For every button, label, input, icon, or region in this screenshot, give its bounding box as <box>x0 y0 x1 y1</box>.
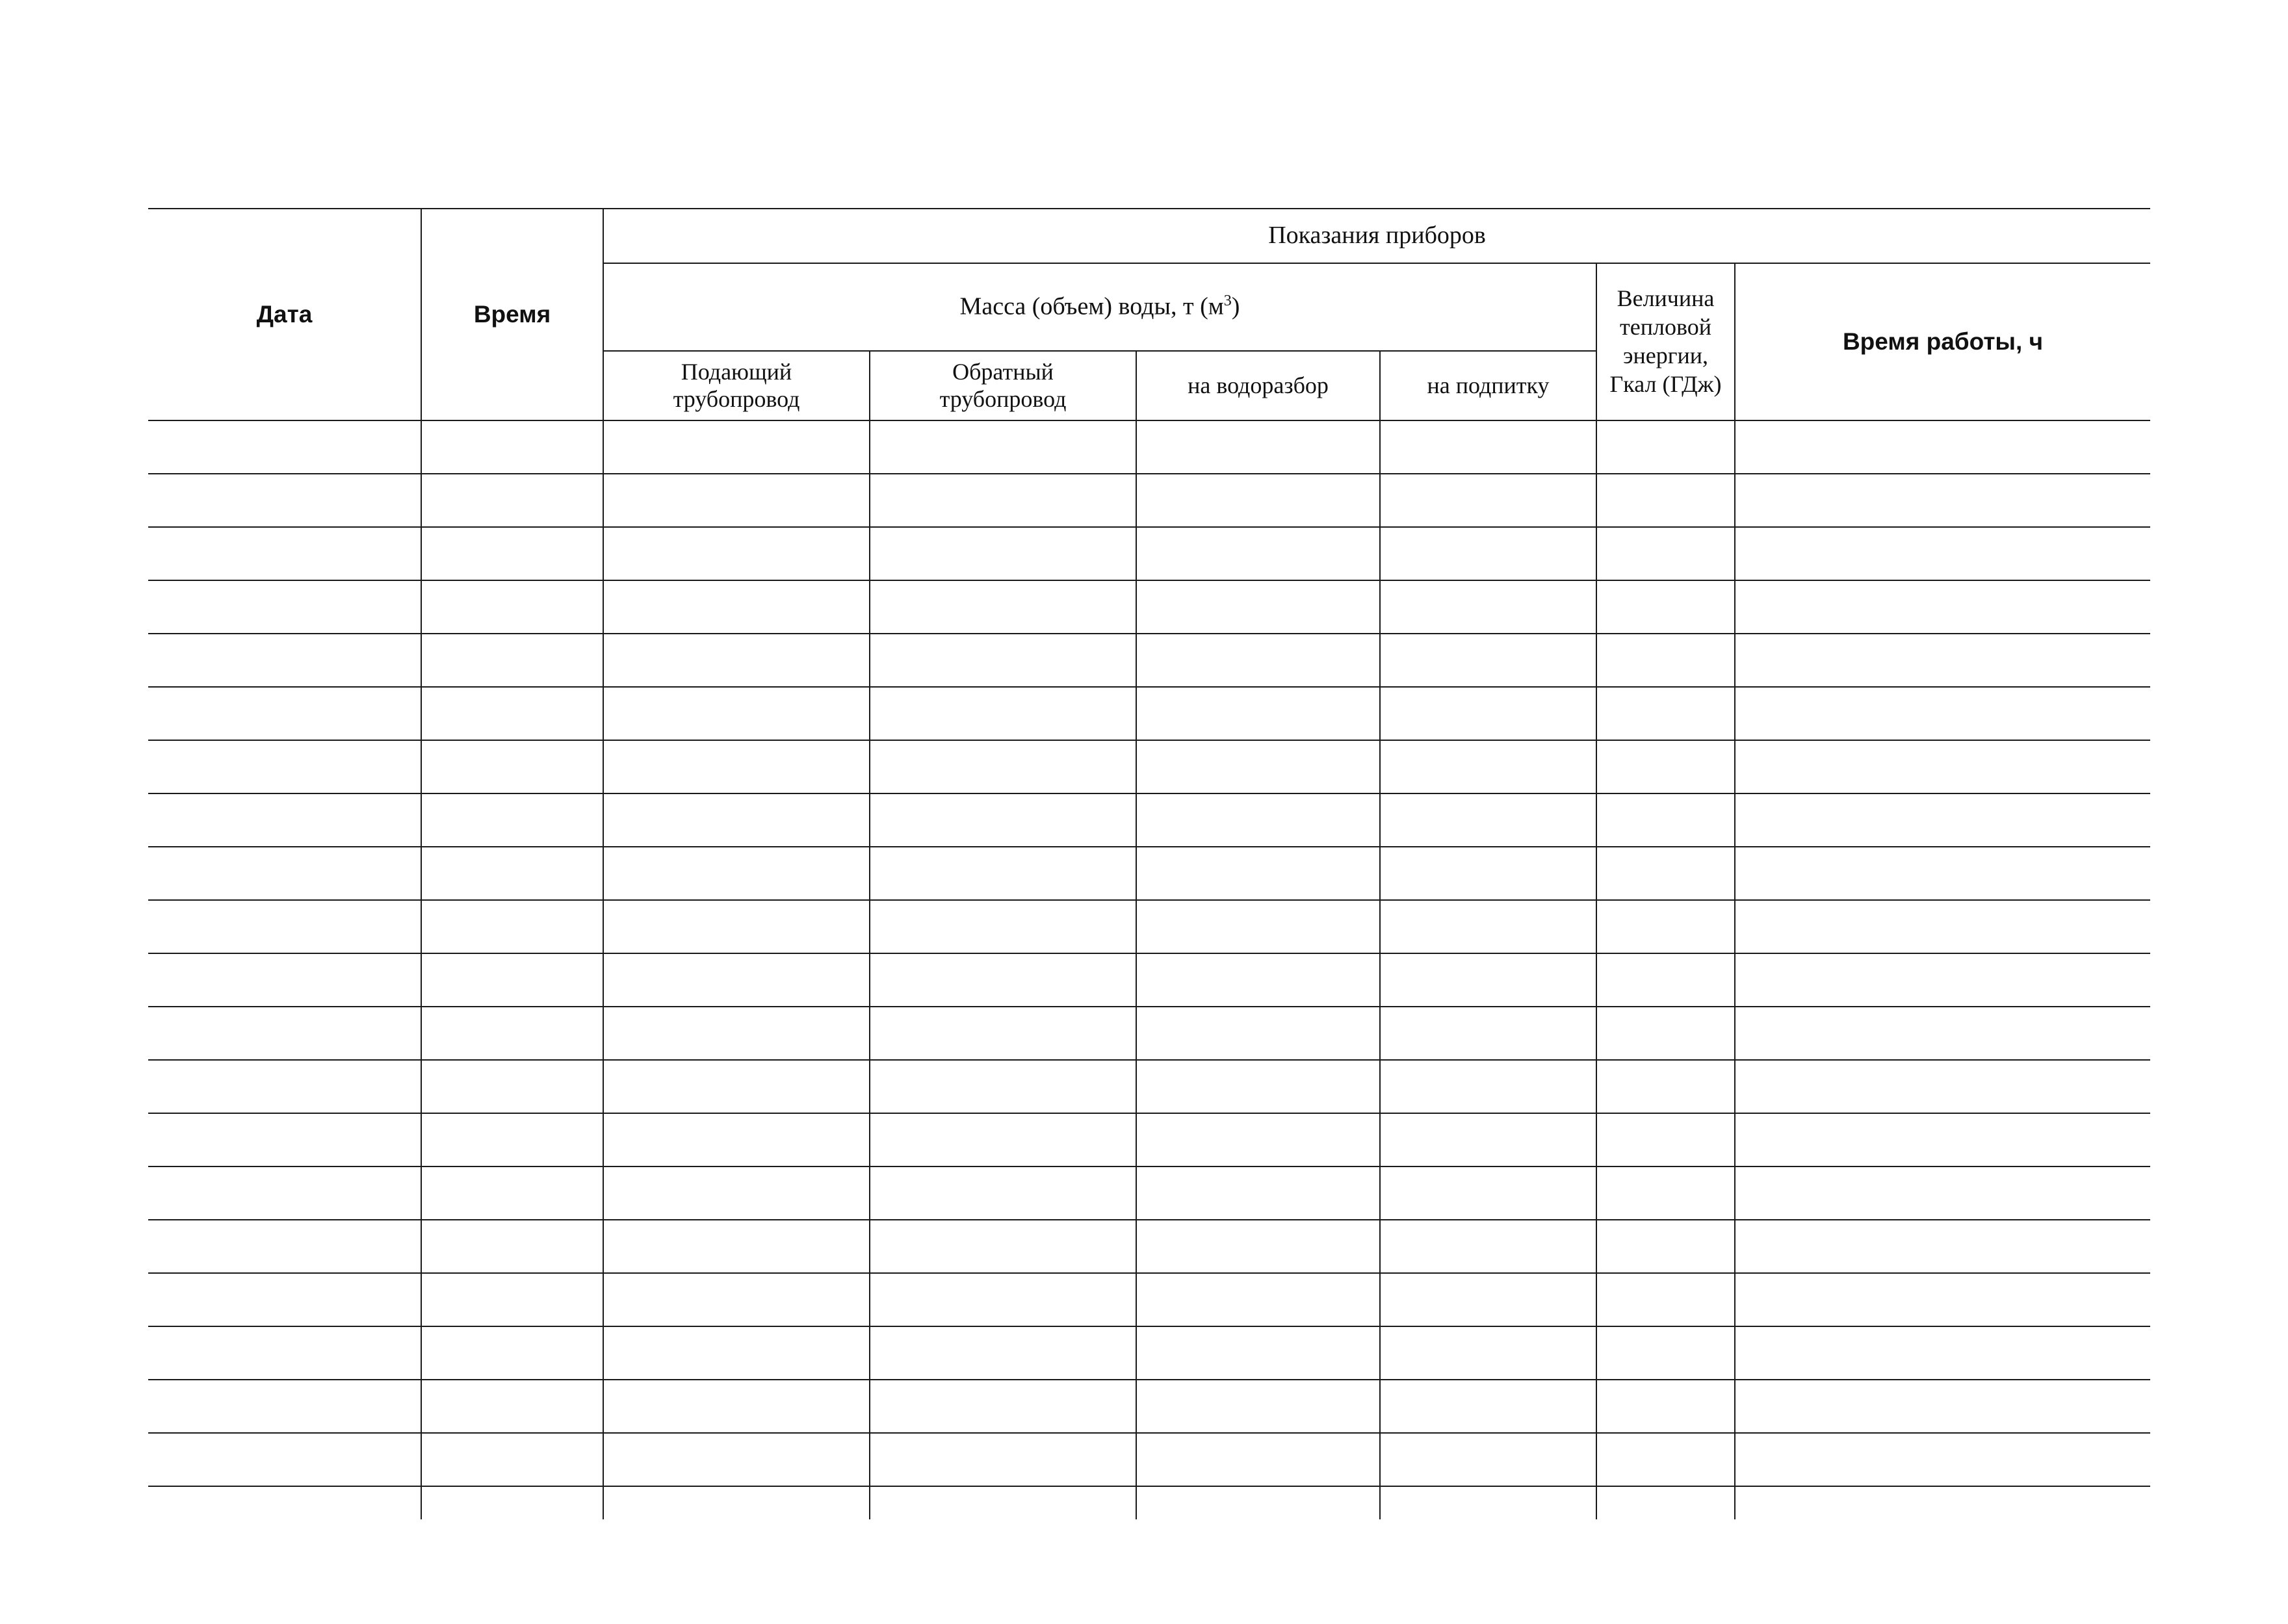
table-cell <box>148 953 421 1007</box>
header-instrument-readings: Показания приборов <box>603 209 2150 263</box>
table-cell <box>1380 1326 1596 1380</box>
table-cell <box>603 900 870 953</box>
table-cell <box>1596 1060 1735 1113</box>
table-cell <box>421 953 603 1007</box>
table-cell <box>421 847 603 900</box>
table-cell <box>603 1486 870 1519</box>
table-cell <box>421 793 603 847</box>
table-cell <box>1380 1007 1596 1060</box>
table-cell <box>1735 1433 2150 1486</box>
table-cell <box>421 527 603 580</box>
table-cell <box>1735 740 2150 793</box>
table-cell <box>1136 1220 1380 1273</box>
table-cell <box>603 580 870 634</box>
table-cell <box>1735 420 2150 474</box>
table-cell <box>1735 953 2150 1007</box>
table-cell <box>870 1326 1136 1380</box>
table-cell <box>1735 580 2150 634</box>
table-cell <box>1735 1326 2150 1380</box>
table-cell <box>603 527 870 580</box>
table-cell <box>1136 793 1380 847</box>
table-cell <box>603 687 870 740</box>
header-water-mass-label: Масса (объем) воды, т (м <box>959 292 1224 320</box>
table-cell <box>1596 1380 1735 1433</box>
table-cell <box>1380 1060 1596 1113</box>
table-row <box>148 420 2150 474</box>
table-cell <box>148 420 421 474</box>
header-operating-time: Время работы, ч <box>1735 263 2150 420</box>
table-cell <box>1596 1113 1735 1166</box>
table-cell <box>421 1486 603 1519</box>
table-cell <box>148 1433 421 1486</box>
table-row <box>148 1007 2150 1060</box>
table-cell <box>148 900 421 953</box>
table-cell <box>421 580 603 634</box>
table-cell <box>1735 900 2150 953</box>
table-cell <box>1596 1486 1735 1519</box>
table-row <box>148 1220 2150 1273</box>
table-cell <box>148 580 421 634</box>
table-cell <box>603 1326 870 1380</box>
table-cell <box>148 1007 421 1060</box>
table-cell <box>870 900 1136 953</box>
table-cell <box>1735 527 2150 580</box>
header-heat-energy-label: Величина тепловой энергии, Гкал (ГДж) <box>1609 285 1722 397</box>
table-cell <box>148 1273 421 1326</box>
table-cell <box>1596 793 1735 847</box>
table-cell <box>421 1220 603 1273</box>
table-cell <box>1136 1007 1380 1060</box>
table-cell <box>1380 474 1596 527</box>
table-cell <box>421 687 603 740</box>
table-cell <box>1735 1486 2150 1519</box>
header-supply-pipe-label: Подающий трубопровод <box>673 359 800 412</box>
table-row <box>148 953 2150 1007</box>
table-cell <box>603 1433 870 1486</box>
table-cell <box>603 847 870 900</box>
header-heat-energy <box>1596 263 1735 420</box>
table-cell <box>1380 793 1596 847</box>
table-cell <box>603 953 870 1007</box>
table-cell <box>1380 1273 1596 1326</box>
table-cell <box>421 1273 603 1326</box>
table-cell <box>421 1380 603 1433</box>
table-cell <box>1596 527 1735 580</box>
table-row <box>148 1326 2150 1380</box>
table-cell <box>421 1166 603 1220</box>
table-cell <box>870 527 1136 580</box>
table-row <box>148 1433 2150 1486</box>
table-row <box>148 847 2150 900</box>
table-cell <box>870 1166 1136 1220</box>
table-cell <box>1136 1326 1380 1380</box>
table-row <box>148 1113 2150 1166</box>
table-cell <box>421 740 603 793</box>
table-cell <box>1735 1273 2150 1326</box>
table-cell <box>1136 847 1380 900</box>
table-cell <box>870 474 1136 527</box>
table-cell <box>1735 1060 2150 1113</box>
table-cell <box>870 1007 1136 1060</box>
table-cell <box>870 1433 1136 1486</box>
table-row <box>148 474 2150 527</box>
table-cell <box>1596 847 1735 900</box>
table-cell <box>870 847 1136 900</box>
table-cell <box>1735 687 2150 740</box>
table-cell <box>148 687 421 740</box>
header-date: Дата <box>148 209 421 420</box>
table-cell <box>870 1380 1136 1433</box>
table-cell <box>148 847 421 900</box>
table-cell <box>1596 1007 1735 1060</box>
table-cell <box>1596 900 1735 953</box>
table-cell <box>421 1007 603 1060</box>
header-time: Время <box>421 209 603 420</box>
table-cell <box>1380 1433 1596 1486</box>
header-return-pipe-label: Обратный трубопровод <box>939 359 1067 412</box>
table-cell <box>1380 1486 1596 1519</box>
table-cell <box>603 793 870 847</box>
table-cell <box>1735 1166 2150 1220</box>
table-cell <box>603 1007 870 1060</box>
table-cell <box>421 474 603 527</box>
table-cell <box>148 793 421 847</box>
table-cell <box>870 1060 1136 1113</box>
table-cell <box>1735 474 2150 527</box>
table-cell <box>1735 634 2150 687</box>
table-cell <box>870 687 1136 740</box>
table-cell <box>870 793 1136 847</box>
table-cell <box>1735 793 2150 847</box>
table-row <box>148 634 2150 687</box>
table-cell <box>603 1220 870 1273</box>
table-row <box>148 740 2150 793</box>
table-cell <box>1735 1380 2150 1433</box>
table-cell <box>148 1380 421 1433</box>
meter-readings-form-table <box>148 208 2150 1519</box>
table-cell <box>1735 1007 2150 1060</box>
table-cell <box>1596 953 1735 1007</box>
header-return-pipe <box>870 351 1136 420</box>
table-cell <box>1136 1166 1380 1220</box>
table-cell <box>1136 420 1380 474</box>
table-cell <box>1380 900 1596 953</box>
table-cell <box>421 900 603 953</box>
table-cell <box>1136 1486 1380 1519</box>
table-row <box>148 527 2150 580</box>
table-row <box>148 1166 2150 1220</box>
table-cell <box>1136 1380 1380 1433</box>
header-water-mass-close: ) <box>1231 292 1240 320</box>
table-cell <box>870 580 1136 634</box>
table-cell <box>1380 1380 1596 1433</box>
table-cell <box>1136 527 1380 580</box>
table-cell <box>1136 900 1380 953</box>
table-cell <box>1380 580 1596 634</box>
table-cell <box>1380 740 1596 793</box>
table-cell <box>1596 1273 1735 1326</box>
table-cell <box>1596 1220 1735 1273</box>
table-cell <box>603 740 870 793</box>
header-water-draw: на водоразбор <box>1136 351 1380 420</box>
header-water-mass <box>603 263 1596 351</box>
table-cell <box>148 474 421 527</box>
table-cell <box>1380 1113 1596 1166</box>
table-row <box>148 900 2150 953</box>
table-cell <box>1380 1220 1596 1273</box>
table-cell <box>1735 1220 2150 1273</box>
table-cell <box>1136 580 1380 634</box>
table-cell <box>1596 687 1735 740</box>
table-row <box>148 1060 2150 1113</box>
table-cell <box>1380 634 1596 687</box>
table-cell <box>148 1060 421 1113</box>
table-cell <box>870 1486 1136 1519</box>
table-cell <box>1380 1166 1596 1220</box>
table-cell <box>1136 1273 1380 1326</box>
table-row <box>148 793 2150 847</box>
table-cell <box>603 1166 870 1220</box>
table-cell <box>148 527 421 580</box>
table-cell <box>1596 634 1735 687</box>
table-cell <box>1136 474 1380 527</box>
table-cell <box>1596 420 1735 474</box>
header-supply-pipe <box>603 351 870 420</box>
table-cell <box>421 1113 603 1166</box>
table-cell <box>1136 1433 1380 1486</box>
table-cell <box>148 634 421 687</box>
table-cell <box>1136 634 1380 687</box>
table-cell <box>148 1326 421 1380</box>
table-cell <box>870 1113 1136 1166</box>
table-cell <box>870 634 1136 687</box>
table-cell <box>421 420 603 474</box>
table-cell <box>870 420 1136 474</box>
table-cell <box>1380 847 1596 900</box>
table-cell <box>603 474 870 527</box>
table-cell <box>148 1113 421 1166</box>
table-cell <box>603 1060 870 1113</box>
table-row <box>148 580 2150 634</box>
table-cell <box>1380 420 1596 474</box>
table-row <box>148 687 2150 740</box>
table-cell <box>1380 527 1596 580</box>
header-water-mass-superscript: 3 <box>1223 292 1232 310</box>
table-cell <box>603 634 870 687</box>
table-cell <box>421 1326 603 1380</box>
table-cell <box>870 1220 1136 1273</box>
table-cell <box>148 1486 421 1519</box>
table-cell <box>148 1166 421 1220</box>
table-row <box>148 1273 2150 1326</box>
table-cell <box>1735 847 2150 900</box>
form-body <box>148 420 2150 1519</box>
table-cell <box>870 953 1136 1007</box>
table-cell <box>1380 953 1596 1007</box>
table-row <box>148 1486 2150 1519</box>
table-cell <box>1596 1166 1735 1220</box>
table-cell <box>1596 740 1735 793</box>
table-cell <box>421 1060 603 1113</box>
table-cell <box>1380 687 1596 740</box>
table-cell <box>1735 1113 2150 1166</box>
table-row <box>148 1380 2150 1433</box>
table-cell <box>1596 580 1735 634</box>
table-cell <box>421 634 603 687</box>
table-cell <box>421 1433 603 1486</box>
table-cell <box>603 1380 870 1433</box>
table-cell <box>603 420 870 474</box>
table-cell <box>1136 687 1380 740</box>
table-cell <box>870 740 1136 793</box>
table-cell <box>870 1273 1136 1326</box>
table-cell <box>603 1113 870 1166</box>
table-cell <box>1136 1060 1380 1113</box>
table-cell <box>1596 1326 1735 1380</box>
table-cell <box>1136 1113 1380 1166</box>
table-cell <box>1136 953 1380 1007</box>
table-cell <box>1596 1433 1735 1486</box>
table-cell <box>1136 740 1380 793</box>
table-cell <box>603 1273 870 1326</box>
table-cell <box>148 1220 421 1273</box>
table-cell <box>148 740 421 793</box>
table-cell <box>1596 474 1735 527</box>
header-makeup: на подпитку <box>1380 351 1596 420</box>
